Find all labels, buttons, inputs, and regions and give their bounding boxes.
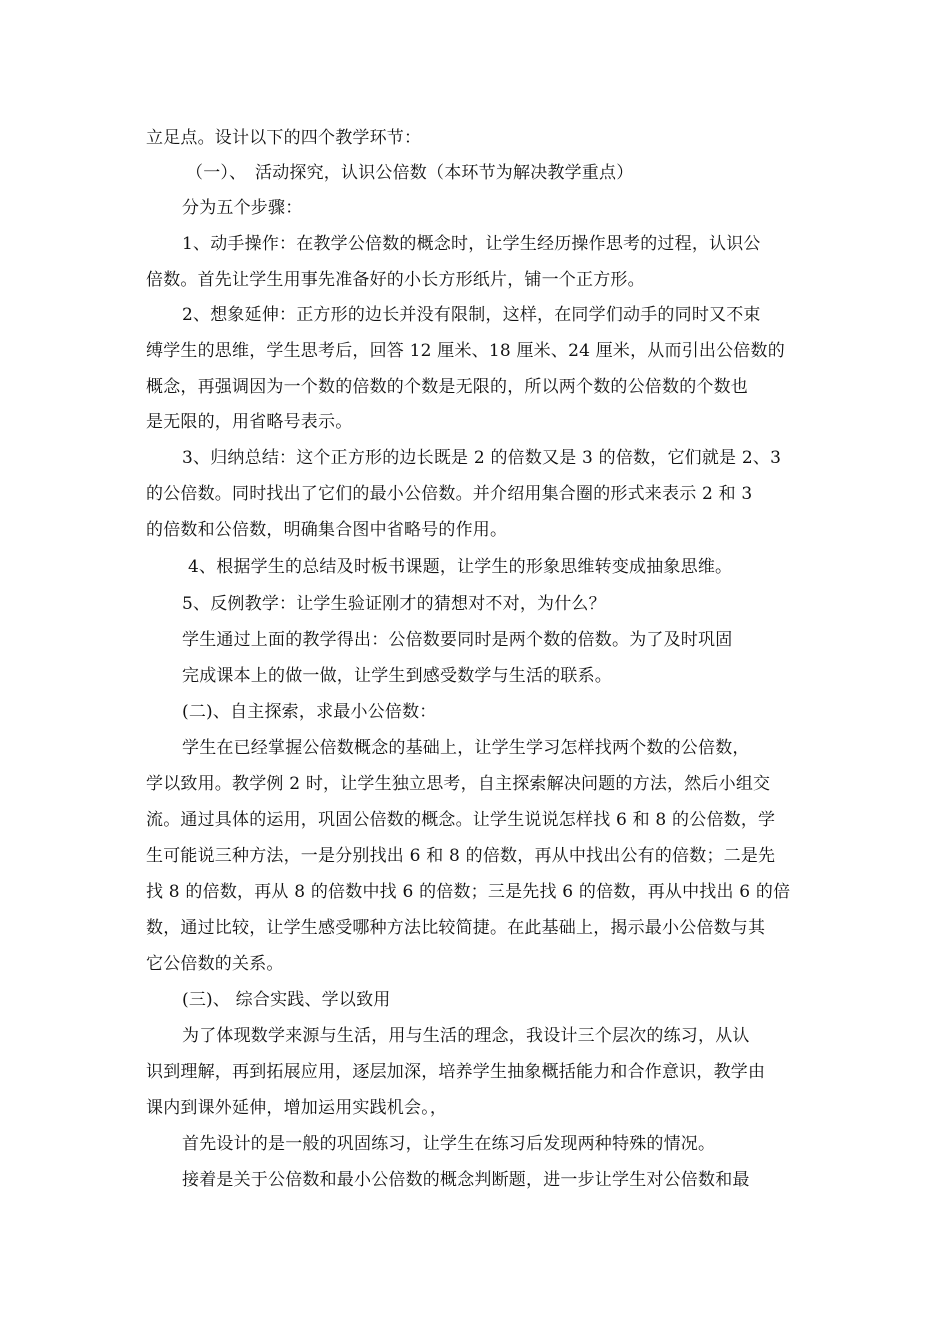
text-line: 倍数。首先让学生用事先准备好的小长方形纸片，铺一个正方形。 <box>146 270 645 290</box>
text-line: 课内到课外延伸，增加运用实践机会。， <box>146 1098 448 1118</box>
text-line: 的公倍数。同时找出了它们的最小公倍数。并介绍用集合圈的形式来表示 2 和 3 <box>146 484 753 504</box>
text-line: 完成课本上的做一做，让学生到感受数学与生活的联系。 <box>182 666 612 686</box>
text-line: 找 8 的倍数，再从 8 的倍数中找 6 的倍数；三是先找 6 的倍数，再从中找出 6 的倍 <box>146 882 791 902</box>
text-line: 4、根据学生的总结及时板书课题，让学生的形象思维转变成抽象思维。 <box>188 557 733 577</box>
text-line: 首先设计的是一般的巩固练习，让学生在练习后发现两种特殊的情况。 <box>182 1134 716 1154</box>
text-line: 1、动手操作：在教学公倍数的概念时，让学生经历操作思考的过程，认识公 <box>182 234 761 254</box>
text-line: 识到理解，再到拓展应用，逐层加深，培养学生抽象概括能力和合作意识，教学由 <box>146 1062 766 1082</box>
text-line: 的倍数和公倍数，明确集合图中省略号的作用。 <box>146 520 508 540</box>
text-line: 分为五个步骤： <box>182 198 303 218</box>
text-line: 是无限的，用省略号表示。 <box>146 412 353 432</box>
text-line: 概念，再强调因为一个数的倍数的个数是无限的，所以两个数的公倍数的个数也 <box>146 377 748 397</box>
text-line: 学生通过上面的教学得出：公倍数要同时是两个数的倍数。为了及时巩固 <box>182 630 733 650</box>
text-line: 为了体现数学来源与生活，用与生活的理念，我设计三个层次的练习，从认 <box>182 1026 750 1046</box>
text-line: 3、归纳总结：这个正方形的边长既是 2 的倍数又是 3 的倍数，它们就是 2、3 <box>182 448 782 468</box>
text-line: 立足点。设计以下的四个教学环节： <box>146 128 422 148</box>
text-line: 5、反例教学：让学生验证刚才的猜想对不对，为什么？ <box>182 594 606 614</box>
text-line: 流。通过具体的运用，巩固公倍数的概念。让学生说说怎样找 6 和 8 的公倍数，学 <box>146 810 776 830</box>
text-line: 数，通过比较，让学生感受哪种方法比较简捷。在此基础上，揭示最小公倍数与其 <box>146 918 766 938</box>
text-line: 生可能说三种方法，一是分别找出 6 和 8 的倍数，再从中找出公有的倍数；二是先 <box>146 846 776 866</box>
section-heading-1: （一）、 活动探究，认识公倍数（本环节为解决教学重点） <box>186 163 634 183</box>
text-line: 学生在已经掌握公倍数概念的基础上，让学生学习怎样找两个数的公倍数， <box>182 738 750 758</box>
text-line: 2、想象延伸：正方形的边长并没有限制，这样，在同学们动手的同时又不束 <box>182 305 761 325</box>
section-heading-3: (三)、 综合实践、学以致用 <box>182 990 391 1010</box>
text-line: 接着是关于公倍数和最小公倍数的概念判断题，进一步让学生对公倍数和最 <box>182 1170 750 1190</box>
text-line: 学以致用。教学例 2 时，让学生独立思考，自主探索解决问题的方法，然后小组交 <box>146 774 771 794</box>
section-heading-2: (二)、自主探索，求最小公倍数： <box>182 702 437 722</box>
text-line: 它公倍数的关系。 <box>146 954 284 974</box>
text-line: 缚学生的思维，学生思考后，回答 12 厘米、18 厘米、24 厘米，从而引出公倍数的 <box>146 341 785 361</box>
